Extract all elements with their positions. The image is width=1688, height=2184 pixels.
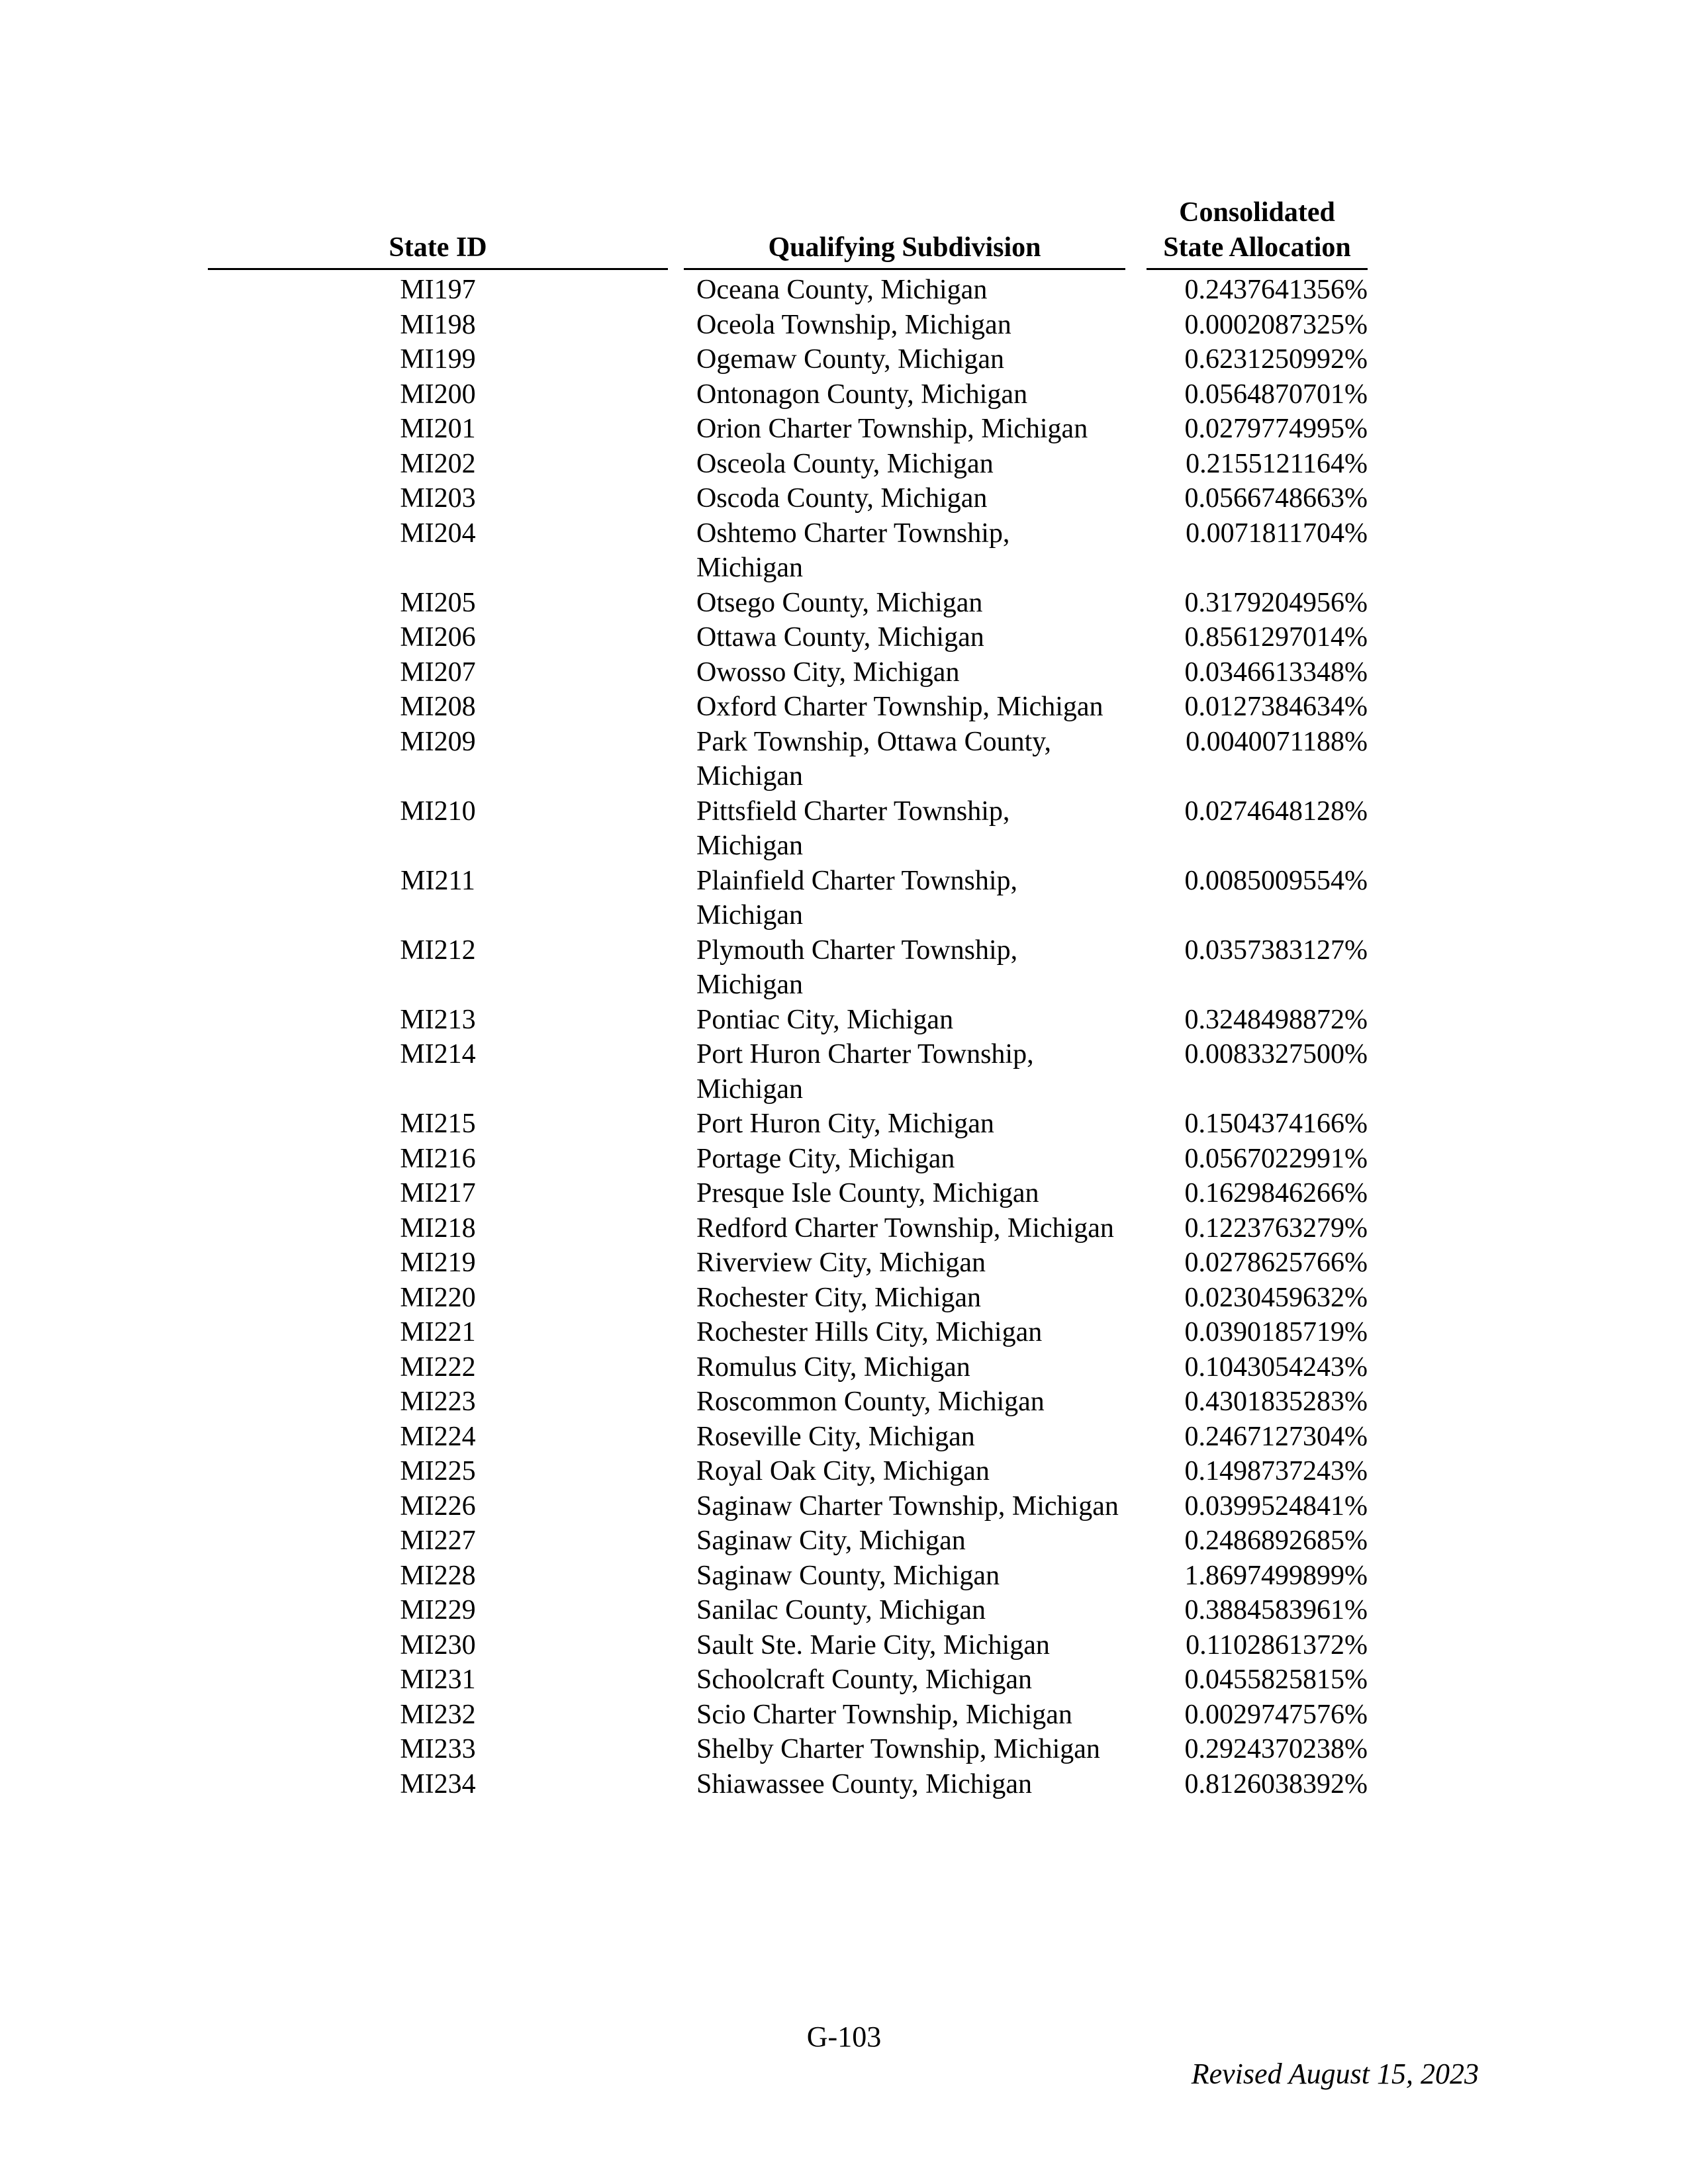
allocation-cell: 0.2467127304%	[1184, 1421, 1368, 1452]
subdivision-cell: Riverview City, Michigan	[696, 1248, 986, 1278]
table-row	[0, 620, 1688, 655]
table-row	[0, 308, 1688, 343]
allocation-cell: 0.8561297014%	[1184, 622, 1368, 653]
allocation-cell: 0.0357383127%	[1184, 934, 1368, 966]
table-row	[0, 481, 1688, 516]
allocation-cell: 1.8697499899%	[1184, 1560, 1368, 1591]
subdivision-cell: Saginaw County, Michigan	[696, 1560, 1000, 1591]
state-id-cell: MI227	[400, 1525, 476, 1556]
state-id-cell: MI213	[400, 1004, 476, 1035]
subdivision-cell: Plymouth Charter Township, Michigan	[696, 934, 1018, 1000]
state-id-cell: MI219	[400, 1248, 476, 1278]
allocation-cell: 0.2155121164%	[1186, 448, 1368, 479]
table-row	[0, 447, 1688, 482]
subdivision-cell: Schoolcraft County, Michigan	[696, 1664, 1033, 1695]
revision-date: Revised August 15, 2023	[1191, 2058, 1479, 2090]
state-id-cell: MI231	[400, 1664, 476, 1695]
allocation-cell: 0.3179204956%	[1184, 587, 1368, 618]
header-subdivision-label: Qualifying Subdivision	[768, 232, 1041, 263]
state-id-cell: MI222	[400, 1351, 476, 1383]
subdivision-cell: Redford Charter Township, Michigan	[696, 1212, 1114, 1244]
allocation-cell: 0.1043054243%	[1184, 1351, 1368, 1383]
table-row	[0, 933, 1688, 1003]
table-row	[0, 1003, 1688, 1038]
subdivision-cell: Oshtemo Charter Township, Michigan	[696, 518, 1010, 583]
header-state-id-label: State ID	[389, 232, 487, 263]
subdivision-cell: Saginaw City, Michigan	[696, 1525, 966, 1556]
table-row	[0, 1315, 1688, 1350]
subdivision-cell: Scio Charter Township, Michigan	[696, 1699, 1072, 1730]
subdivision-cell: Rochester Hills City, Michigan	[696, 1317, 1043, 1347]
allocation-cell: 0.0346613348%	[1184, 657, 1368, 688]
allocation-cell: 0.1504374166%	[1184, 1109, 1368, 1139]
table-row	[0, 1662, 1688, 1698]
table-row	[0, 1211, 1688, 1246]
subdivision-cell: Owosso City, Michigan	[696, 657, 960, 688]
table-row	[0, 1037, 1688, 1107]
header-qualifying-subdivision	[684, 230, 1125, 270]
allocation-cell: 0.0274648128%	[1184, 796, 1368, 827]
allocation-cell: 0.2486892685%	[1184, 1525, 1368, 1556]
state-id-cell: MI202	[400, 448, 476, 479]
state-id-cell: MI226	[400, 1490, 476, 1522]
subdivision-cell: Pittsfield Charter Township, Michigan	[696, 796, 1010, 861]
state-id-cell: MI228	[400, 1560, 476, 1591]
state-id-cell: MI201	[400, 414, 476, 444]
subdivision-cell: Orion Charter Township, Michigan	[696, 414, 1088, 444]
state-id-cell: MI229	[400, 1595, 476, 1625]
table-row	[0, 1593, 1688, 1628]
table-row	[0, 377, 1688, 412]
allocation-cell: 0.0390185719%	[1184, 1317, 1368, 1347]
state-id-cell: MI221	[400, 1317, 476, 1347]
header-state-id	[208, 230, 668, 270]
subdivision-cell: Otsego County, Michigan	[696, 587, 983, 618]
allocation-cell: 0.1629846266%	[1184, 1178, 1368, 1208]
state-id-cell: MI205	[400, 587, 476, 618]
allocation-cell: 0.1102861372%	[1186, 1629, 1368, 1661]
state-id-cell: MI214	[400, 1039, 476, 1069]
allocation-cell: 0.0230459632%	[1184, 1282, 1368, 1313]
table-row	[0, 342, 1688, 377]
table-body	[0, 273, 1688, 1801]
allocation-cell: 0.0564870701%	[1184, 379, 1368, 410]
subdivision-cell: Shiawassee County, Michigan	[696, 1768, 1033, 1799]
allocation-cell: 0.2437641356%	[1184, 275, 1368, 305]
subdivision-cell: Saginaw Charter Township, Michigan	[696, 1490, 1119, 1522]
table-row	[0, 1246, 1688, 1281]
state-id-cell: MI208	[400, 692, 476, 722]
table-row	[0, 1176, 1688, 1211]
table-row	[0, 1107, 1688, 1142]
state-id-cell: MI234	[400, 1768, 476, 1799]
allocation-cell: 0.2924370238%	[1184, 1734, 1368, 1764]
allocation-cell: 0.1498737243%	[1184, 1456, 1368, 1486]
state-id-cell: MI232	[400, 1699, 476, 1730]
state-id-cell: MI207	[400, 657, 476, 688]
allocation-cell: 0.4301835283%	[1184, 1387, 1368, 1417]
allocation-cell: 0.0040071188%	[1186, 726, 1368, 757]
table-header	[0, 197, 1688, 270]
subdivision-cell: Oscoda County, Michigan	[696, 483, 988, 514]
header-allocation-line2: State Allocation	[1163, 232, 1351, 263]
subdivision-cell: Sault Ste. Marie City, Michigan	[696, 1629, 1050, 1661]
allocation-cell: 0.3248498872%	[1184, 1004, 1368, 1035]
subdivision-cell: Romulus City, Michigan	[696, 1351, 970, 1383]
allocation-cell: 0.0567022991%	[1184, 1143, 1368, 1174]
subdivision-cell: Park Township, Ottawa County, Michigan	[696, 726, 1052, 792]
table-row	[0, 690, 1688, 725]
state-id-cell: MI218	[400, 1212, 476, 1244]
table-row	[0, 1420, 1688, 1455]
allocation-cell: 0.0566748663%	[1184, 483, 1368, 514]
table-row	[0, 1281, 1688, 1316]
header-consolidated-state-allocation	[1147, 195, 1368, 270]
state-id-cell: MI212	[400, 934, 476, 966]
table-row	[0, 1767, 1688, 1802]
subdivision-cell: Ogemaw County, Michigan	[696, 344, 1005, 375]
table-row	[0, 516, 1688, 586]
allocation-cell: 0.0399524841%	[1184, 1490, 1368, 1522]
table-row	[0, 1698, 1688, 1733]
subdivision-cell: Ontonagon County, Michigan	[696, 379, 1028, 410]
allocation-cell: 0.0085009554%	[1184, 865, 1368, 896]
table-row	[0, 1489, 1688, 1524]
table-row	[0, 794, 1688, 864]
state-id-cell: MI211	[400, 865, 475, 896]
state-id-cell: MI224	[400, 1421, 476, 1452]
table-row	[0, 1142, 1688, 1177]
state-id-cell: MI210	[400, 796, 476, 827]
state-id-cell: MI209	[400, 726, 476, 757]
state-id-cell: MI223	[400, 1387, 476, 1417]
allocation-cell: 0.0455825815%	[1184, 1664, 1368, 1695]
table-row	[0, 1350, 1688, 1385]
subdivision-cell: Shelby Charter Township, Michigan	[696, 1734, 1100, 1764]
subdivision-cell: Rochester City, Michigan	[696, 1282, 982, 1313]
table-row	[0, 586, 1688, 621]
table-row	[0, 1628, 1688, 1663]
subdivision-cell: Ottawa County, Michigan	[696, 622, 984, 653]
allocation-cell: 0.0279774995%	[1184, 414, 1368, 444]
state-id-cell: MI225	[400, 1456, 476, 1486]
subdivision-cell: Sanilac County, Michigan	[696, 1595, 986, 1625]
table-row	[0, 1732, 1688, 1767]
subdivision-cell: Port Huron City, Michigan	[696, 1109, 994, 1139]
state-id-cell: MI217	[400, 1178, 476, 1208]
state-id-cell: MI230	[400, 1629, 476, 1661]
state-id-cell: MI198	[400, 309, 476, 340]
state-id-cell: MI204	[400, 518, 476, 549]
subdivision-cell: Roseville City, Michigan	[696, 1421, 975, 1452]
subdivision-cell: Port Huron Charter Township, Michigan	[696, 1039, 1034, 1105]
subdivision-cell: Oceola Township, Michigan	[696, 309, 1011, 340]
state-id-cell: MI203	[400, 483, 476, 514]
table-row	[0, 725, 1688, 794]
table-row	[0, 655, 1688, 690]
allocation-cell: 0.0029747576%	[1184, 1699, 1368, 1730]
subdivision-cell: Oceana County, Michigan	[696, 275, 988, 305]
allocation-cell: 0.3884583961%	[1184, 1595, 1368, 1625]
state-id-cell: MI215	[400, 1109, 476, 1139]
table-row	[0, 1524, 1688, 1559]
allocation-cell: 0.0002087325%	[1184, 309, 1368, 340]
subdivision-cell: Portage City, Michigan	[696, 1143, 955, 1174]
table-row	[0, 1454, 1688, 1489]
state-id-cell: MI200	[400, 379, 476, 410]
allocation-cell: 0.0071811704%	[1186, 518, 1368, 549]
table-row	[0, 412, 1688, 447]
allocation-cell: 0.1223763279%	[1184, 1212, 1368, 1244]
subdivision-cell: Pontiac City, Michigan	[696, 1004, 954, 1035]
state-id-cell: MI199	[400, 344, 476, 375]
table-row	[0, 273, 1688, 308]
allocation-cell: 0.0127384634%	[1184, 692, 1368, 722]
table-row	[0, 864, 1688, 933]
subdivision-cell: Roscommon County, Michigan	[696, 1387, 1045, 1417]
subdivision-cell: Plainfield Charter Township, Michigan	[696, 865, 1018, 931]
allocation-cell: 0.0083327500%	[1184, 1039, 1368, 1069]
page-number: G-103	[806, 2021, 882, 2053]
table-row	[0, 1385, 1688, 1420]
subdivision-cell: Royal Oak City, Michigan	[696, 1456, 990, 1486]
header-allocation-line1: Consolidated	[1179, 197, 1335, 228]
subdivision-cell: Presque Isle County, Michigan	[696, 1178, 1039, 1208]
subdivision-cell: Oxford Charter Township, Michigan	[696, 692, 1103, 722]
state-id-cell: MI220	[400, 1282, 476, 1313]
table-row	[0, 1559, 1688, 1594]
state-id-cell: MI233	[400, 1734, 476, 1764]
state-id-cell: MI197	[400, 275, 476, 305]
state-id-cell: MI216	[400, 1143, 476, 1174]
allocation-cell: 0.6231250992%	[1184, 344, 1368, 375]
allocation-cell: 0.0278625766%	[1184, 1248, 1368, 1278]
state-id-cell: MI206	[400, 622, 476, 653]
allocation-cell: 0.8126038392%	[1184, 1768, 1368, 1799]
subdivision-cell: Osceola County, Michigan	[696, 448, 994, 479]
